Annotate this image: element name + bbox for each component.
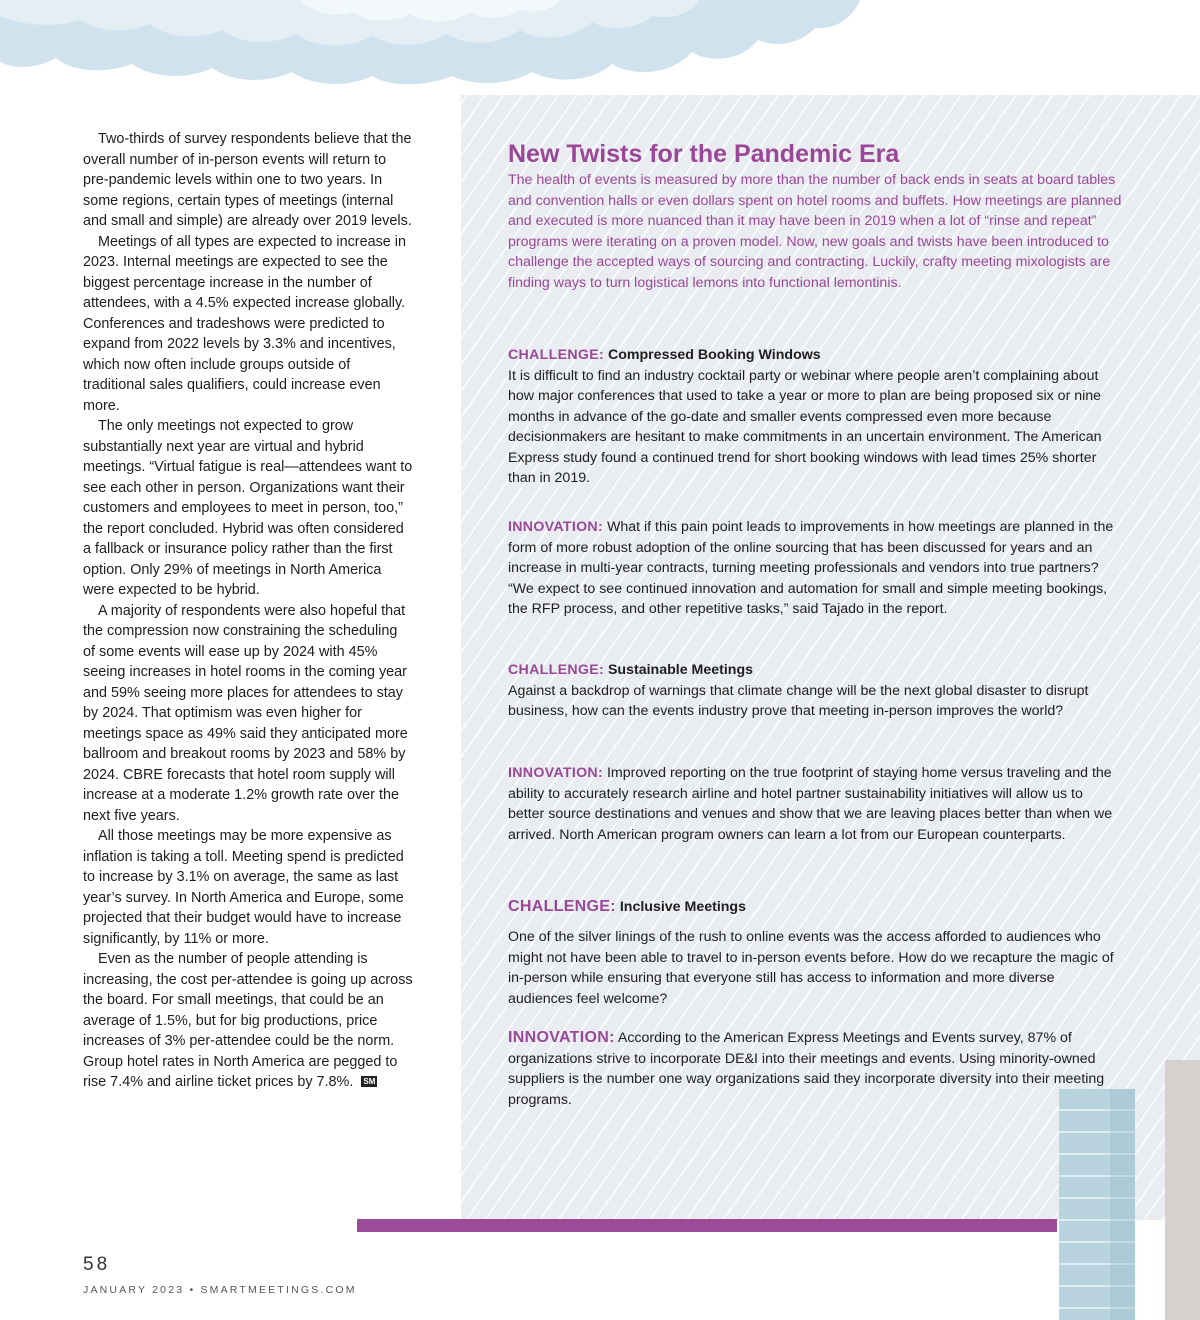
article-paragraph: All those meetings may be more expensive as inflation is taking a toll. Meeting spend is predicted to increase by 3.1% on average, the same as last year’s survey. In North America and Europe, some projected that their budget would have to increase significantly, by 11% or more. xyxy=(83,828,404,947)
innovation-text: According to the American Express Meetings and Events survey, 87% of organizations strive to incorporate DE&I into their meetings and events. Using minority-owned suppliers is the number one way organizations said they incorporate diversity into their meeting programs. xyxy=(508,1030,1105,1108)
article-paragraph: The only meetings not expected to grow substantially next year are virtual and hybrid meetings. “Virtual fatigue is real—attendees want to see each other in person. Organizations want their customers and employees to meet in person, too,” the report concluded. Hybrid was often considered a fallback or insurance policy rather than the first option. Only 29% of meetings in North America were expected to be hybrid. xyxy=(83,418,413,598)
challenge-text: Against a backdrop of warnings that climate change will be the next global disaster to disrupt business, how can the events industry prove that meeting in-person improves the world? xyxy=(508,682,1089,719)
sidebar-intro: The health of events is measured by more than the number of back ends in seats at board tables and convention halls or even dollars spent on hotel rooms and buffets. How meetings are planned and executed is more nuanced than it may have been in 2019 when a lot of “rinse and repeat” programs were iterating on a proven model. Now, new goals and twists have been introduced to challenge the accepted ways of sourcing and contracting. Luckily, crafty meeting mixologists are finding ways to turn logistical lemons into functional lemontinis. xyxy=(508,172,1122,291)
innovation-label: INNOVATION: xyxy=(508,519,603,535)
innovation-text: Improved reporting on the true footprint of staying home versus traveling and the ability to accurately research airline and hotel partner sustainability initiatives will allow us to better source destinations and venues and show that we are leaving places better than when we arrived. North American program owners can learn a lot from our European counterparts. xyxy=(508,765,1113,843)
innovation-label: INNOVATION: xyxy=(508,765,603,781)
challenge-label: CHALLENGE: xyxy=(508,662,605,678)
innovation-booking xyxy=(508,517,1120,620)
challenge-heading: Compressed Booking Windows xyxy=(607,347,821,363)
accent-bar xyxy=(357,1219,1057,1232)
challenge-inclusive-text-block xyxy=(508,927,1120,1009)
challenge-label: CHALLENGE: xyxy=(508,347,605,363)
challenge-label: CHALLENGE: xyxy=(508,898,616,915)
challenge-text: One of the silver linings of the rush to online events was the access afforded to audiences who might not have been able to travel to in-person events before. How do we recapture the magic of in-person while ensuring that everyone still has access to information and more diverse audiences feel welcome? xyxy=(508,929,1114,1007)
article-paragraph: Two-thirds of survey respondents believe that the overall number of in-person events will return to pre-pandemic levels within one to two years. In some regions, certain types of meetings (internal and small and simple) are already over 2019 levels. xyxy=(83,131,412,229)
footer-issue-line xyxy=(83,1284,357,1296)
article-paragraph-last xyxy=(83,949,413,1093)
building-illustration-shade xyxy=(1110,1089,1135,1320)
sidebar-title: New Twists for the Pandemic Era xyxy=(508,140,900,168)
innovation-text: What if this pain point leads to improvements in how meetings are planned in the form of more robust adoption of the online sourcing that has been discussed for years and an increase in multi-year contracts, turning meeting professionals and vendors into true partners? “We expect to see continued innovation and automation for small and simple meeting bookings, the RFP process, and other repetitive tasks,” said Tajado in the report. xyxy=(508,519,1114,617)
article-paragraph: Meetings of all types are expected to increase in 2023. Internal meetings are expected to see the biggest percentage increase in the number of attendees, with a 4.5% expected increase globally. Conferences and tradeshows were predicted to expand from 2022 levels by 3.3% and incentives, which now often include groups outside of traditional sales qualifiers, could increase even more. xyxy=(83,233,406,414)
building-illustration-gray xyxy=(1165,1060,1200,1320)
challenge-text: It is difficult to find an industry cocktail party or webinar where people aren’t complaining about how major conferences that used to take a year or more to plan are being proposed six or nine months in advance of the go-date and smaller events compressed even more because decisionmakers are hesitant to make commitments in an uncertain environment. The American Express study found a continued trend for short booking windows with lead times 25% shorter than in 2019. xyxy=(508,367,1102,486)
challenge-heading: Sustainable Meetings xyxy=(607,662,754,678)
challenge-heading: Inclusive Meetings xyxy=(619,899,746,915)
challenge-inclusive-meetings xyxy=(508,897,1120,918)
challenge-sustainable-meetings xyxy=(508,660,1120,722)
footer-separator: • xyxy=(189,1284,196,1296)
innovation-sustainability xyxy=(508,763,1120,845)
end-mark-logo: SM xyxy=(363,1077,376,1086)
main-article-column xyxy=(83,129,413,1093)
footer-issue: JANUARY 2023 xyxy=(83,1284,185,1296)
page-number: 58 xyxy=(83,1254,111,1275)
footer-site-link[interactable]: SMARTMEETINGS.COM xyxy=(200,1284,357,1296)
innovation-label: INNOVATION: xyxy=(508,1029,615,1046)
innovation-inclusion xyxy=(508,1028,1120,1110)
article-paragraph-text: Even as the number of people attending is increasing, the cost per-attendee is going up across the board. For small meetings, that could be an average of 1.5%, but for big productions, price increases of 3% per-attendee could be the norm. Group hotel rates in North America are pegged to rise 7.4% and airline ticket prices by 7.8%. xyxy=(83,951,413,1090)
challenge-compressed-booking xyxy=(508,345,1120,489)
cloud-illustration xyxy=(0,0,880,90)
article-paragraph: A majority of respondents were also hopeful that the compression now constraining the scheduling of some events will ease up by 2024 with 45% seeing increases in hotel rooms in the coming year and 59% seeing more places for attendees to stay by 2024. That optimism was even higher for meetings space as 49% said they anticipated more ballroom and breakout rooms by 2023 and 58% by 2024. CBRE forecasts that hotel room supply will increase at a moderate 1.2% growth rate over the next five years. xyxy=(83,602,408,824)
